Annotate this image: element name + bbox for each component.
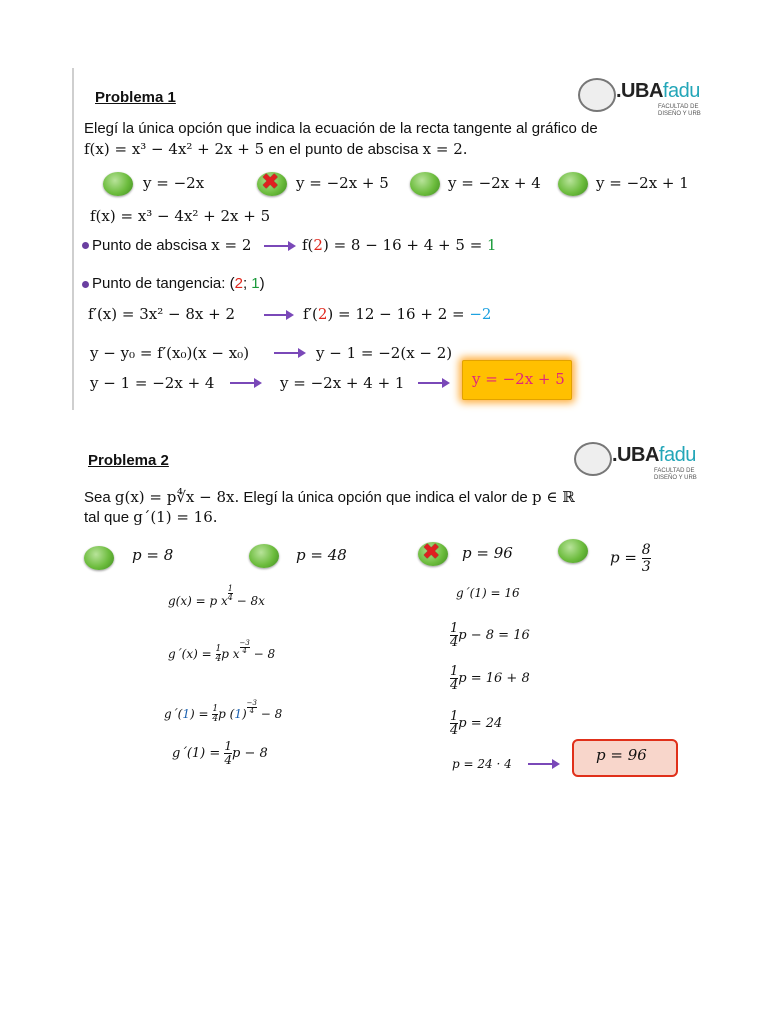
panel-border bbox=[72, 68, 74, 410]
option-b-label[interactable]: p = 48 bbox=[296, 546, 347, 564]
option-b-bullet[interactable] bbox=[257, 172, 287, 196]
arrow-icon bbox=[528, 763, 558, 765]
fx-definition: f(x) = x³ − 4x² + 2x + 5 bbox=[90, 207, 271, 225]
tangencia-line: Punto de tangencia: (2; 1) bbox=[92, 275, 265, 292]
condition: g´(1) = 16 bbox=[456, 586, 520, 600]
option-d-label[interactable]: y = −2x + 1 bbox=[596, 174, 689, 192]
option-c-bullet[interactable] bbox=[410, 172, 440, 196]
g-derivative-simplified: g´(1) = $\frac{1}{4}$ p − 8 bbox=[172, 739, 268, 767]
university-seal-icon bbox=[578, 78, 616, 112]
problem2-prompt-line2: tal que g´(1) = 16. bbox=[84, 508, 218, 526]
arrow-icon bbox=[418, 382, 448, 384]
step-r3: $\frac{1}{4}$ p = 16 + 8 bbox=[450, 664, 530, 693]
step1: y − 1 = −2x + 4 bbox=[90, 374, 215, 392]
derivative: f′(x) = 3x² − 8x + 2 bbox=[88, 305, 235, 323]
problem1-answer: y = −2x + 5 bbox=[472, 370, 565, 388]
logo-subtitle: FACULTAD DE DISEÑO Y URB bbox=[654, 468, 697, 481]
step2: y = −2x + 4 + 1 bbox=[280, 374, 405, 392]
problem1-title: Problema 1 bbox=[95, 89, 176, 106]
option-a-bullet[interactable] bbox=[84, 546, 114, 570]
option-b-bullet[interactable] bbox=[249, 544, 279, 568]
abscisa-calc: f(2) = 8 − 16 + 4 + 5 = 1 bbox=[302, 236, 497, 254]
option-d-label[interactable]: p = $\frac{8}{3}$ bbox=[610, 542, 651, 575]
logo-subtitle: FACULTAD DE DISEÑO Y URB bbox=[658, 104, 701, 117]
step-r4: $\frac{1}{4}$ p = 24 bbox=[450, 709, 503, 738]
problem2-title: Problema 2 bbox=[88, 452, 169, 469]
university-seal-icon bbox=[574, 442, 612, 476]
g-derivative-at-1: g´(1) = $\frac{1}{4}$ p (1) $^{\frac{-3}{4}}$ − 8 bbox=[164, 699, 283, 724]
option-c-label[interactable]: y = −2x + 4 bbox=[448, 174, 541, 192]
option-d-bullet[interactable] bbox=[558, 539, 588, 563]
option-d-bullet[interactable] bbox=[558, 172, 588, 196]
g-derivative: g´(x) = $\frac{1}{4}$ p x $^{\frac{-3}{4}}$ − 8 bbox=[168, 639, 276, 664]
problem1-prompt-line1: Elegí la única opción que indica la ecuación de la recta tangente al gráfico de bbox=[84, 120, 598, 137]
arrow-icon bbox=[230, 382, 260, 384]
option-c-label[interactable]: p = 96 bbox=[462, 544, 513, 562]
arrow-icon bbox=[274, 352, 304, 354]
option-a-label[interactable]: p = 8 bbox=[132, 546, 174, 564]
g-definition: g(x) = p x $^{\frac{1}{4}}$ − 8x bbox=[168, 584, 265, 608]
derivative-calc: f′(2) = 12 − 16 + 2 = −2 bbox=[303, 305, 492, 323]
option-c-bullet[interactable] bbox=[418, 542, 448, 566]
problem2-prompt-line1: Sea g(x) = p∜x − 8x. Elegí la única opción que indica el valor de p ∈ ℝ bbox=[84, 488, 575, 506]
line-formula: y − y₀ = f′(x₀)(x − x₀) bbox=[90, 344, 250, 362]
arrow-icon bbox=[264, 245, 294, 247]
option-b-label[interactable]: y = −2x + 5 bbox=[296, 174, 389, 192]
step-r2: $\frac{1}{4}$ p − 8 = 16 bbox=[450, 621, 530, 650]
arrow-icon bbox=[264, 314, 292, 316]
option-a-bullet[interactable] bbox=[103, 172, 133, 196]
problem2-answer: p = 96 bbox=[596, 746, 647, 764]
problem1-prompt-line2: f(x) = x³ − 4x² + 2x + 5 en el punto de abscisa x = 2. bbox=[84, 140, 468, 158]
bullet-dot bbox=[82, 281, 89, 288]
wrong-x-icon: ✖ bbox=[261, 170, 280, 195]
wrong-x-icon: ✖ bbox=[422, 540, 441, 565]
step-r5: p = 24 · 4 bbox=[452, 757, 512, 771]
bullet-dot bbox=[82, 242, 89, 249]
line-substitution: y − 1 = −2(x − 2) bbox=[316, 344, 453, 362]
option-a-label[interactable]: y = −2x bbox=[143, 174, 205, 192]
abscisa-line: Punto de abscisa x = 2 bbox=[92, 236, 252, 254]
